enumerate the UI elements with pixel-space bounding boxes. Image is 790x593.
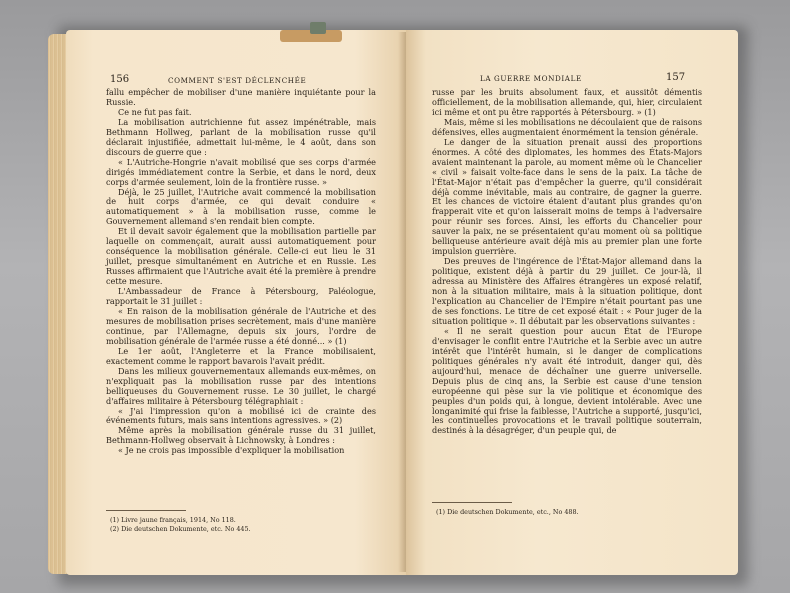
left-page-number: 156	[110, 74, 130, 85]
footnote: (1) Livre jaune français, 1914, No 118.	[110, 516, 236, 524]
paragraph: Le 1er août, l'Angleterre et la France mobilisaient, exactement comme le rapport bavarois l'avait prédit.	[106, 345, 376, 366]
left-running-head: COMMENT S'EST DÉCLENCHÉE	[168, 76, 307, 85]
paragraph: russe par les bruits absolument faux, et aussitôt démentis officiellement, de la mobilisation allemande, qui, hier, circulaient ici même et ont pu être rapportés à Pétersbourg. » (1)	[432, 87, 702, 117]
footnote-rule	[106, 510, 186, 511]
paragraph: Même après la mobilisation générale russe du 31 juillet, Bethmann-Hollweg observait à Lichnowsky, à Londres :	[106, 425, 376, 446]
paragraph: La mobilisation autrichienne fut assez impénétrable, mais Bethmann Hollweg, parlant de la mobilisation russe qu'il déclarait injustifiée, admettait lui-même, le 4 août, dans son discours de guerre que :	[106, 116, 376, 157]
right-footnotes	[436, 508, 696, 517]
paragraph: fallu empêcher de mobiliser d'une manière inquiétante pour la Russie.	[106, 87, 376, 107]
ribbon-clip	[310, 22, 326, 34]
bookmark-ribbon	[280, 22, 322, 44]
paragraph: Des preuves de l'ingérence de l'État-Major allemand dans la politique, existent déjà à partir du 29 juillet. Ce jour-là, il adressa au Ministère des Affaires étrangères un exposé relatif, non à la situation militaire, mais à la situation politique, dont l'explication au Chancelier de l'Empire n'était pourtant pas une de ses fonctions. Le titre de cet exposé était : « Pour juger de la situation politique ». Il débutait par les observations suivantes :	[432, 256, 702, 326]
paragraph: Ce ne fut pas fait.	[118, 106, 192, 117]
paragraph: Déjà, le 25 juillet, l'Autriche avait commencé la mobilisation de huit corps d'armée, ce qui devait conduire « automatiquement » à la mobilisation russe, comme le Gouvernement allemand s'en rendait bien compte.	[106, 186, 376, 227]
paragraph: Dans les milieux gouvernementaux allemands eux-mêmes, on n'expliquait pas la mobilisation russe par des intentions belliqueuses du Gouvernement russe. Le 30 juillet, le chargé d'affaires militaire à Pétersbourg télégraphiait :	[106, 365, 376, 406]
right-page-number: 157	[666, 72, 686, 83]
quote-paragraph: « L'Autriche-Hongrie n'avait mobilisé que ses corps d'armée dirigés immédiatement contre la Serbie, et dans le nord, deux corps d'armée seulement, loin de la frontière russe. »	[106, 156, 376, 187]
quote-paragraph: « Je ne crois pas impossible d'expliquer la mobilisation	[118, 445, 345, 456]
paragraph: Mais, même si les mobilisations ne découlaient que de raisons défensives, elles augmentaient énormément la tension générale.	[432, 116, 702, 137]
right-page-body	[432, 88, 702, 436]
paragraph: L'Ambassadeur de France à Pétersbourg, Paléologue, rapportait le 31 juillet :	[106, 286, 376, 307]
paragraph: Le danger de la situation prenait aussi des proportions énormes. A côté des diplomates, les hommes des États-Majors avaient maintenant la parole, au moment même où le Chancelier « civil » faisait volte-face dans le sens de la paix. La tâche de l'État-Major n'était pas d'empêcher la guerre, qu'il considérait déjà comme inévitable, mais au contraire, de gagner la guerre. Et les chances de victoire étaient d'autant plus grandes qu'on frapperait vite et qu'on laisserait moins de temps à l'adversaire pour réunir ses forces. Ainsi, les efforts du Chancelier pour sauver la paix, ne se présentaient qu'au moment où sa politique belliqueuse antérieure avait déjà mis au premier plan une forte impulsion guerrière.	[432, 136, 702, 257]
right-running-head: LA GUERRE MONDIALE	[480, 74, 582, 83]
open-book	[48, 22, 740, 580]
left-page-body	[106, 88, 376, 456]
footnote: (2) Die deutschen Dokumente, etc. No 445.	[110, 525, 251, 533]
right-page-header	[480, 74, 710, 83]
footnote: (1) Die deutschen Dokumente, etc., No 488.	[436, 508, 579, 516]
quote-paragraph: « Il ne serait question pour aucun État de l'Europe d'envisager le conflit entre l'Autriche et la Serbie avec un autre intérêt que l'intérêt humain, si le danger de complications politiques générales n'y avait été introduit, danger qui, dès aujourd'hui, menace de déchaîner une guerre universelle. Depuis plus de cinq ans, la Serbie est cause d'une tension européenne qui pèse sur la vie politique et économique des peuples d'un poids qui, à longue, devient intolérable. Avec une longanimité qui frise la faiblesse, l'Autriche a supporté, jusqu'ici, les continuelles provocations et le travail politique souterrain, destinés à la désagréger, d'un peuple qui, de	[432, 325, 702, 436]
quote-paragraph: « J'ai l'impression qu'on a mobilisé ici de crainte des événements futurs, mais sans intentions agressives. » (2)	[106, 405, 376, 426]
left-page-header	[110, 74, 380, 85]
left-footnotes	[110, 516, 370, 534]
paragraph: Et il devait savoir également que la mobilisation partielle par laquelle on commençait, aurait aussi automatiquement pour conséquence la mobilisation générale. Celle-ci eut lieu le 31 juillet, presque simultanément en Autriche et en Russie. Les Russes affirmaient que l'Autriche avait été la première à prendre cette mesure.	[106, 226, 376, 287]
left-page	[66, 30, 406, 575]
right-page	[406, 30, 738, 575]
quote-paragraph: « En raison de la mobilisation générale de l'Autriche et des mesures de mobilisation prises secrètement, mais d'une manière continue, par l'Allemagne, depuis six jours, l'ordre de mobilisation générale de l'armée russe a été donné... » (1)	[106, 305, 376, 346]
footnote-rule	[432, 502, 512, 503]
